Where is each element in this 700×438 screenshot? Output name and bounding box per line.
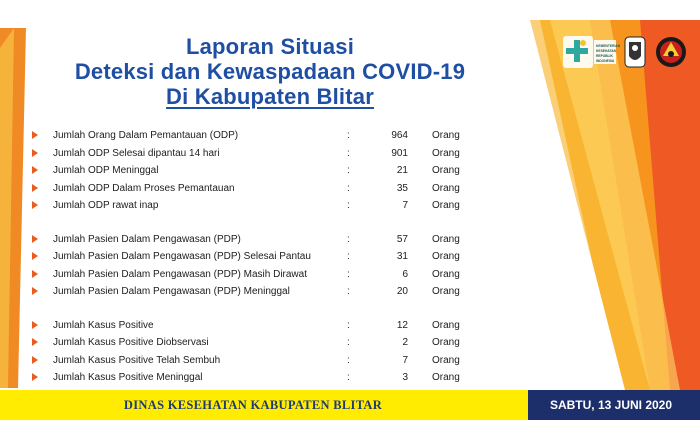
- stat-unit: Orang: [432, 200, 460, 211]
- regional-emblem-icon: [625, 37, 645, 67]
- stat-value: 12: [396, 319, 408, 331]
- stat-unit: Orang: [432, 268, 460, 280]
- stat-label: Jumlah Pasien Dalam Pengawasan (PDP) Masih Dirawat: [53, 268, 307, 280]
- stat-unit: Orang: [432, 130, 460, 141]
- title-line-1: Laporan Situasi: [185, 34, 355, 59]
- stat-unit: Orang: [432, 372, 460, 383]
- svg-text:REPUBLIK: REPUBLIK: [596, 54, 613, 58]
- stat-label: Jumlah Orang Dalam Pemantauan (ODP): [53, 130, 239, 141]
- stat-separator: :: [347, 251, 350, 262]
- triangle-bullet-icon: [32, 321, 38, 329]
- stat-row: [30, 267, 480, 285]
- stat-row: [30, 284, 480, 302]
- stat-label: Jumlah Kasus Positive: [53, 319, 154, 331]
- stat-row: [30, 128, 480, 146]
- statistics-list: [30, 128, 480, 404]
- stat-separator: :: [347, 200, 350, 211]
- stat-value: 964: [391, 130, 408, 141]
- stat-separator: :: [347, 372, 350, 383]
- stat-separator: :: [347, 268, 350, 280]
- footer-date: [522, 390, 700, 420]
- stat-value: 3: [402, 372, 408, 383]
- logo-strip: [563, 34, 693, 70]
- report-title: [40, 34, 500, 109]
- stat-separator: :: [347, 182, 350, 194]
- stat-label: Jumlah ODP Selesai dipantau 14 hari: [53, 147, 220, 159]
- stat-unit: Orang: [432, 165, 460, 176]
- stat-unit: Orang: [432, 182, 460, 194]
- stat-row: [30, 318, 480, 336]
- triangle-bullet-icon: [32, 338, 38, 346]
- stat-separator: :: [347, 354, 350, 366]
- stat-label: Jumlah Pasien Dalam Pengawasan (PDP): [53, 233, 241, 245]
- left-accent-decoration: [0, 28, 26, 388]
- stat-value: 57: [396, 233, 408, 245]
- triangle-bullet-icon: [32, 201, 38, 209]
- svg-text:KEMENTERIAN: KEMENTERIAN: [596, 44, 621, 48]
- stat-value: 7: [402, 200, 408, 211]
- stat-row: [30, 232, 480, 250]
- stat-label: Jumlah ODP Dalam Proses Pemantauan: [53, 182, 235, 194]
- stat-separator: :: [347, 165, 350, 176]
- stat-row: [30, 163, 480, 181]
- svg-text:INDONESIA: INDONESIA: [596, 59, 615, 63]
- right-decorative-panel: [530, 20, 700, 390]
- stat-group-3: [30, 318, 480, 388]
- stat-unit: Orang: [432, 337, 460, 348]
- footer-organization-text: DINAS KESEHATAN KABUPATEN BLITAR: [123, 398, 383, 412]
- stat-unit: Orang: [432, 251, 460, 262]
- footer-organization: [0, 390, 522, 420]
- stat-group-2: [30, 232, 480, 302]
- stat-label: Jumlah Kasus Positive Meninggal: [53, 372, 203, 383]
- stat-separator: :: [347, 286, 350, 297]
- stat-unit: Orang: [432, 354, 460, 366]
- stat-label: Jumlah ODP Meninggal: [53, 165, 159, 176]
- footer-date-text: SABTU, 13 JUNI 2020: [549, 398, 673, 412]
- stat-label: Jumlah ODP rawat inap: [53, 200, 159, 211]
- triangle-bullet-icon: [32, 131, 38, 139]
- stat-unit: Orang: [432, 147, 460, 159]
- stat-row: [30, 249, 480, 267]
- title-line-3: Di Kabupaten Blitar: [166, 84, 374, 109]
- triangle-bullet-icon: [32, 373, 38, 381]
- triangle-bullet-icon: [32, 270, 38, 278]
- stat-unit: Orang: [432, 233, 460, 245]
- stat-value: 20: [396, 286, 408, 297]
- stat-separator: :: [347, 233, 350, 245]
- stat-row: [30, 335, 480, 353]
- stat-row: [30, 370, 480, 388]
- stat-label: Jumlah Kasus Positive Diobservasi: [53, 337, 209, 348]
- triangle-bullet-icon: [32, 235, 38, 243]
- stat-row: [30, 198, 480, 216]
- svg-text:KESEHATAN: KESEHATAN: [596, 49, 617, 53]
- stat-row: [30, 181, 480, 199]
- stat-value: 6: [402, 268, 408, 280]
- stat-separator: :: [347, 319, 350, 331]
- stat-value: 21: [396, 165, 408, 176]
- stat-separator: :: [347, 147, 350, 159]
- blitar-emblem-icon: [656, 37, 686, 67]
- stat-value: 901: [391, 147, 408, 159]
- triangle-bullet-icon: [32, 252, 38, 260]
- stat-group-1: [30, 128, 480, 216]
- stat-row: [30, 146, 480, 164]
- footer-bar: [0, 390, 700, 420]
- triangle-bullet-icon: [32, 149, 38, 157]
- stat-unit: Orang: [432, 286, 460, 297]
- triangle-bullet-icon: [32, 184, 38, 192]
- stat-value: 31: [396, 251, 408, 262]
- stat-row: [30, 353, 480, 371]
- triangle-bullet-icon: [32, 166, 38, 174]
- kemenkes-logo-icon: [563, 36, 621, 68]
- stat-value: 35: [396, 182, 408, 194]
- stat-label: Jumlah Kasus Positive Telah Sembuh: [53, 354, 221, 366]
- stat-value: 2: [402, 337, 408, 348]
- triangle-bullet-icon: [32, 356, 38, 364]
- stat-unit: Orang: [432, 319, 460, 331]
- footer-date-accent: [522, 390, 528, 420]
- stat-label: Jumlah Pasien Dalam Pengawasan (PDP) Selesai Pantau: [53, 251, 311, 262]
- stat-label: Jumlah Pasien Dalam Pengawasan (PDP) Meninggal: [53, 286, 290, 297]
- stat-separator: :: [347, 337, 350, 348]
- triangle-bullet-icon: [32, 287, 38, 295]
- title-line-2: Deteksi dan Kewaspadaan COVID-19: [74, 59, 466, 84]
- stat-value: 7: [402, 354, 408, 366]
- stat-separator: :: [347, 130, 350, 141]
